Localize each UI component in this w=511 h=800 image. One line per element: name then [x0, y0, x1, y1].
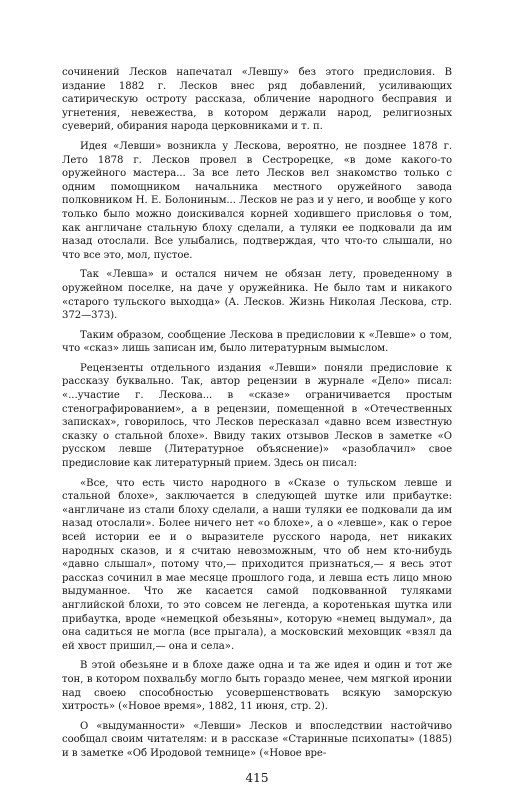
paragraph-2: Идея «Левши» возникла у Лескова, вероятно, не позднее 1878 г. Лето 1878 г. Лесков провел в Сестрорецке, «в доме какого-то оружейного мастера... За все лето Лесков вел знакомство только с одним помощником начальника местного оружейного завода полковником Н. Е. Болониным... Лесков не раз и у него, и вообще у кого только было можно доискивался корней ходившего присловья о том, как англичане стальную блоху сделали, а туляки ее подковали да им назад отослали. Все улыбались, подтверждая, что что-то слышали, но что все это, мол, пустое.: [62, 140, 452, 261]
paragraph-3: Так «Левша» и остался ничем не обязан лету, проведенному в оружейном поселке, на даче у оружейника. Не было там и никакого «старого тульского выходца» (А. Лесков. Жизнь Николая Лескова, стр. 372—373).: [62, 269, 452, 322]
quotation-paragraph: «Все, что есть чисто народного в «Сказе о тульском левше и стальной блохе», заключается в следующей шутке или прибаутке: «англичане из стали блоху сделали, а наши туляки ее подковали да им назад отослали». Более ничего нет «о блохе», а о «левше», как о герое всей истории ее и о выразителе русского народа, нет никаких народных сказов, и я считаю невозможным, что об нем кто-нибудь «давно слышал», потому что,— приходится признаться,— я весь этот рассказ сочинил в мае месяце прошлого года, и левша есть лицо мною выдуманное. Что же касается самой подковванной туляками английской блохи, то это совсем не легенда, а коротенькая шутка или прибаутка, вроде «немецкой обезьяны», которую «немец выдумал», да она садиться не могла (все прыгала), а московский меховщик «взял да ей хвост пришил,— она и села».: [62, 477, 452, 652]
paragraph-1: сочинений Лесков напечатал «Левшу» без этого предисловия. В издание 1882 г. Лесков внес ряд добавлений, усиливающих сатирическую остроту рассказа, обличение народного бесправия и угнетения, невежества, в котором держали народ, религиозных суеверий, обирания народа церковниками и т. п.: [62, 67, 452, 133]
book-page: [62, 66, 452, 786]
paragraph-7: В этой обезьяне и в блохе даже одна и та же идея и один и тот же тон, в котором похвальбу могло быть гораздо менее, чем мягкой иронии над своею способностью усовершенствовать всякую заморскую хитрость» («Новое время», 1882, 11 июня, стр. 2).: [62, 660, 452, 713]
page-number: 415: [245, 771, 269, 785]
paragraph-8: О «выдуманности» «Левши» Лесков и впоследствии настойчиво сообщал своим читателям: и в рассказе «Старинные психопаты» (1885) и в заметке «Об Иродовой темнице» («Новое вре-: [62, 720, 452, 759]
paragraph-5: Рецензенты отдельного издания «Левши» поняли предисловие к рассказу буквально. Так, автор рецензии в журнале «Дело» писал: «...участие г. Лескова... в «сказе» ограничивается простым стенографированием», а в рецензии, помещенной в «Отечественных записках», говорилось, что Лесков пересказал «давно всем известную сказку о стальной блохе». Ввиду таких отзывов Лесков в заметке «О русском левше (Литературное объяснение)» «разоблачил» свое предисловие как литературный прием. Здесь он писал:: [62, 362, 452, 470]
paragraph-4: Таким образом, сообщение Лескова в предисловии к «Левше» о том, что «сказ» лишь записан им, было литературным вымыслом.: [62, 329, 452, 355]
